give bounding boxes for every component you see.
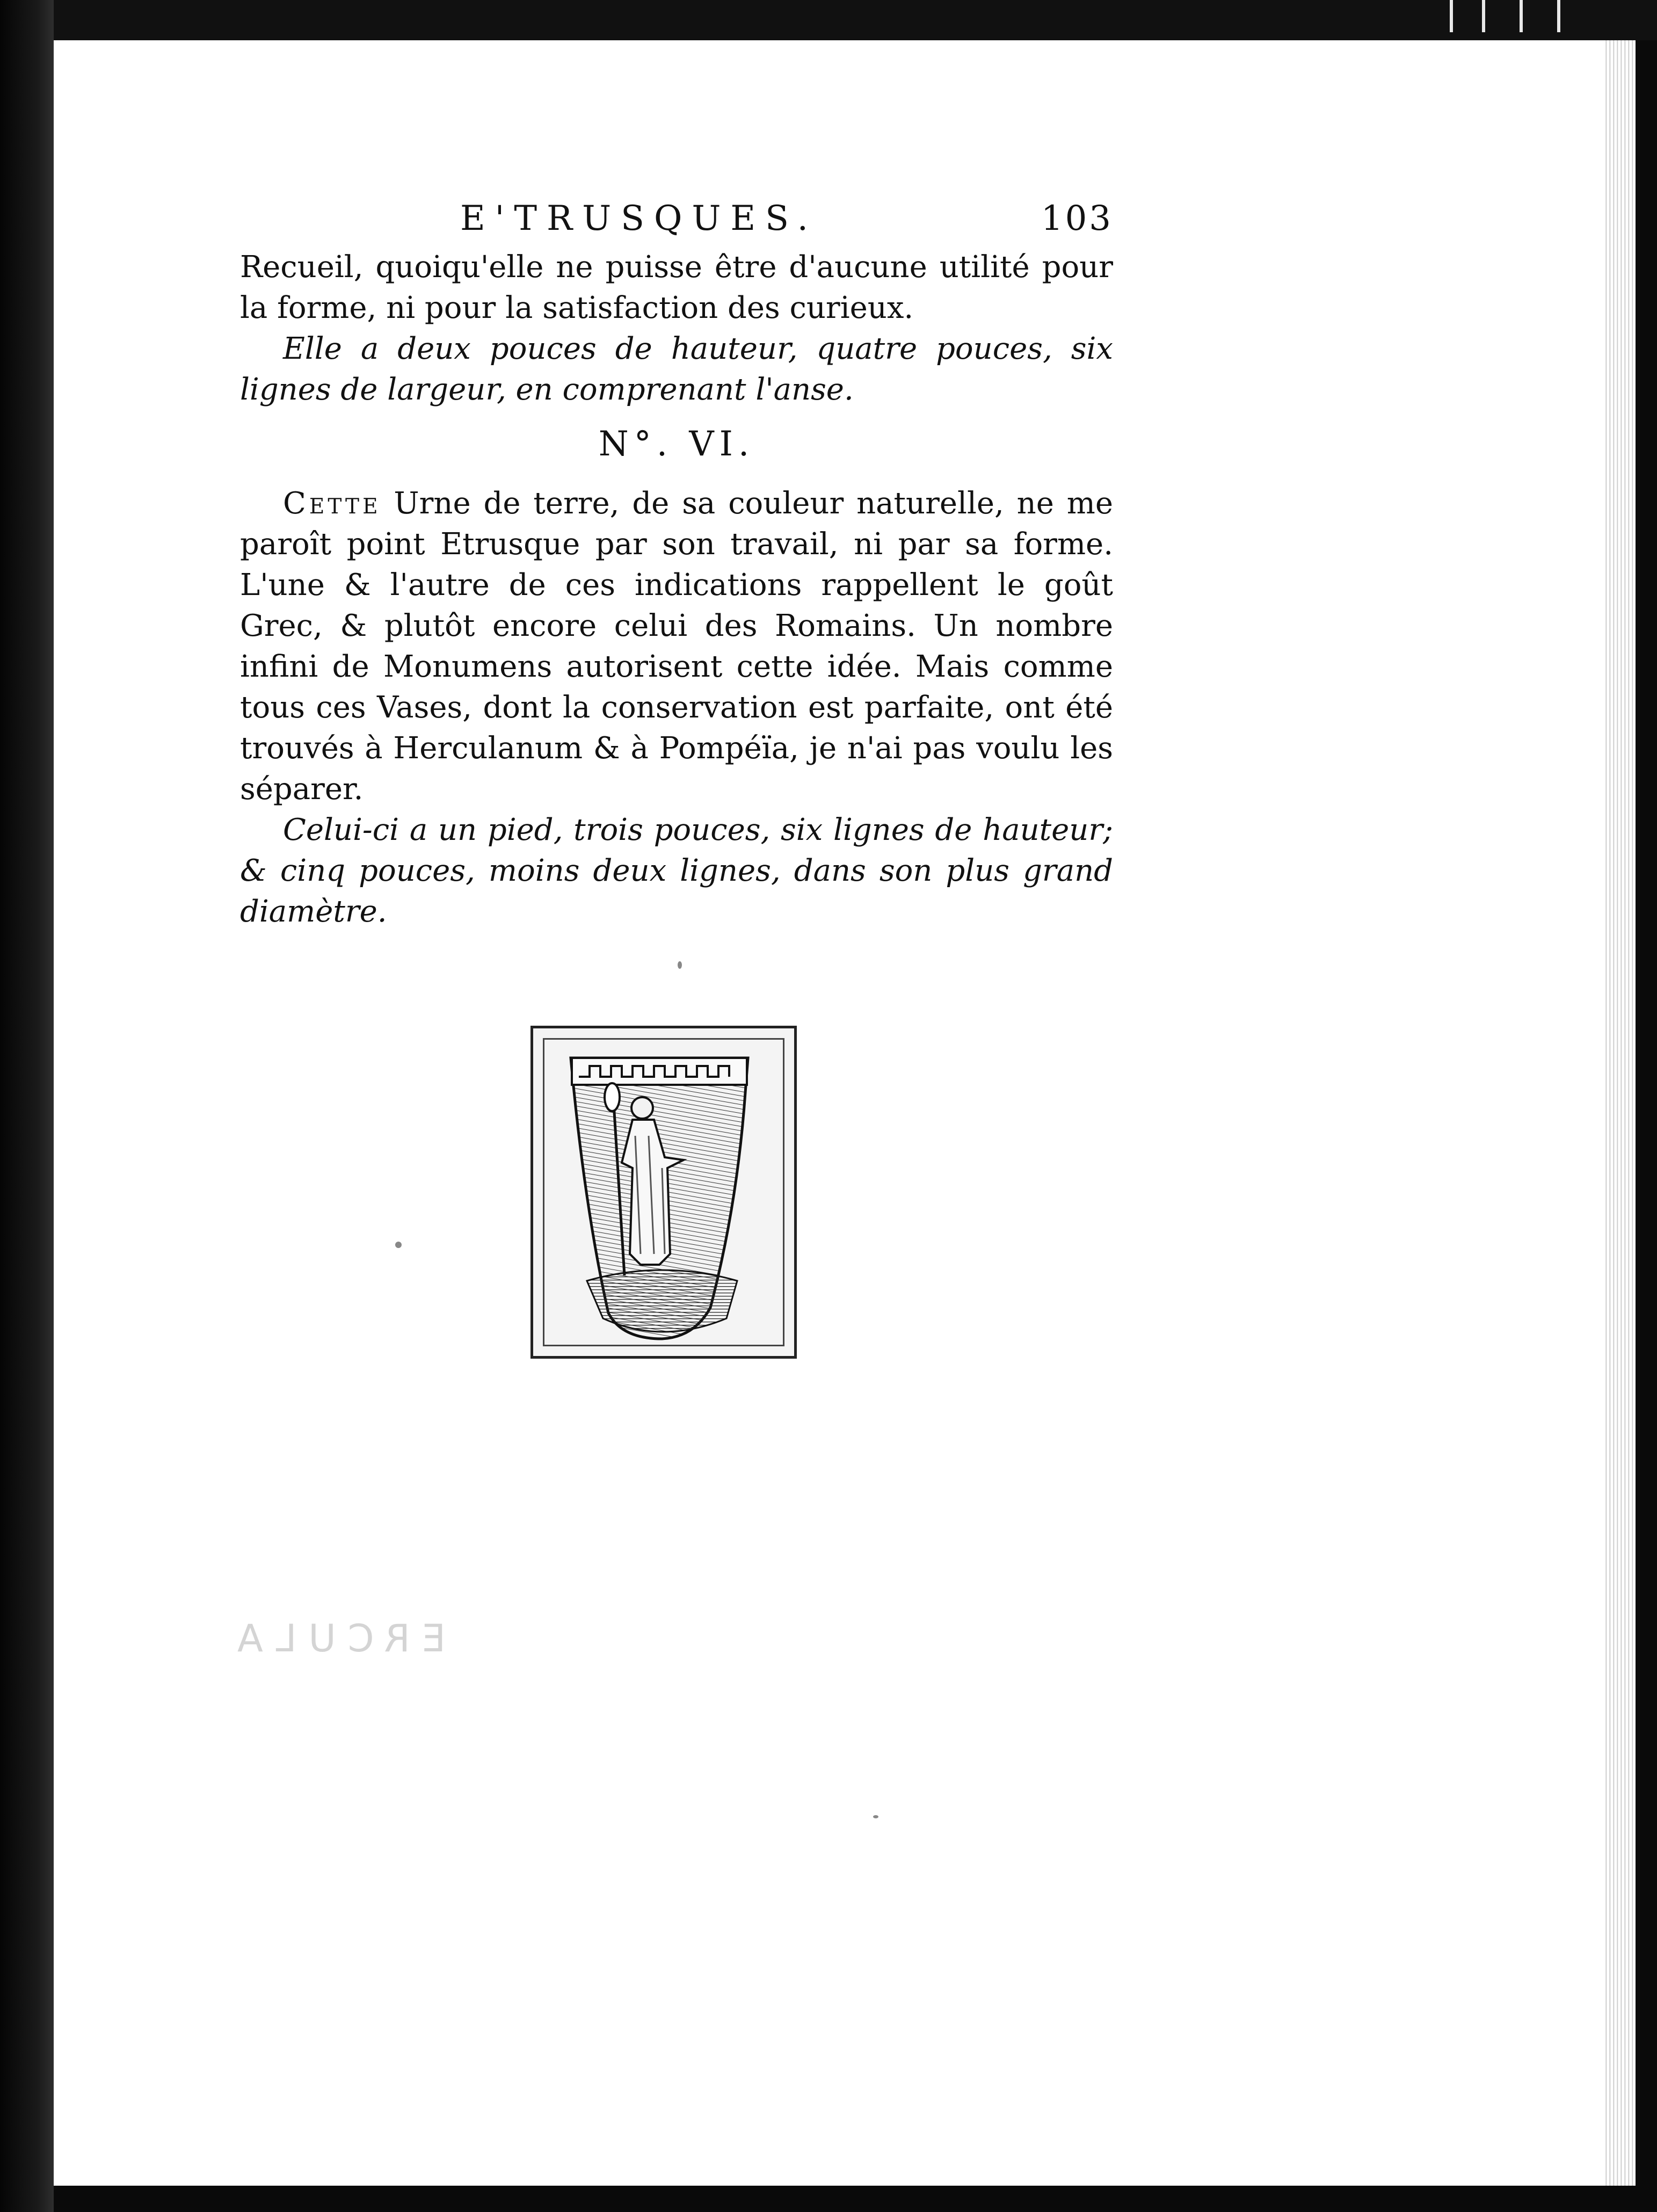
paragraph-dimensions-2: Celui-ci a un pied, trois pouces, six lignes de hauteur; & cinq pouces, moins deux lignes, dans son plus grand diamètre. <box>240 813 1113 929</box>
text-block <box>240 199 1113 932</box>
page-edge-stack <box>1603 40 1636 2186</box>
bleed-through-text: ERCULA <box>226 1616 446 1660</box>
page-number: 103 <box>1041 199 1113 238</box>
paragraph-dimensions-1: Elle a deux pouces de hauteur, quatre pouces, six lignes de largeur, en comprenant l'anse. <box>240 331 1113 407</box>
scanner-edge-mark <box>1450 0 1453 32</box>
scanner-edge-mark <box>1520 0 1523 32</box>
vase-engraving-plate <box>530 1026 797 1359</box>
scanner-edge-mark <box>1482 0 1485 32</box>
paper-speck <box>395 1242 402 1248</box>
running-head-title: E'TRUSQUES. <box>460 199 818 238</box>
paragraph-continuation: Recueil, quoiqu'elle ne puisse être d'aucune utilité pour la forme, ni pour la satisfaction des curieux. <box>240 250 1113 325</box>
paper-speck <box>678 961 682 969</box>
lead-word: Cette <box>283 486 381 521</box>
book-spine <box>0 0 54 2212</box>
vase-engraving-icon <box>533 1028 794 1356</box>
description-text: Urne de terre, de sa couleur naturelle, ne me paroît point Etrusque par son travail, ni par sa forme. L'une & l'autre de ces indications rappellent le goût Grec, & plutôt encore celui des Romains. Un nombre infini de Monumens autorisent cette idée. Mais comme tous ces Vases, dont la conservation est parfaite, ont été trouvés à Herculanum & à Pompéïa, je n'ai pas voulu les séparer. <box>240 486 1113 807</box>
scanner-top-band <box>0 0 1657 40</box>
paper-speck <box>873 1815 878 1818</box>
paragraph-description <box>240 483 1113 810</box>
section-title: N°. VI. <box>598 424 755 464</box>
running-head <box>240 199 1113 247</box>
scanner-edge-mark <box>1557 0 1560 32</box>
